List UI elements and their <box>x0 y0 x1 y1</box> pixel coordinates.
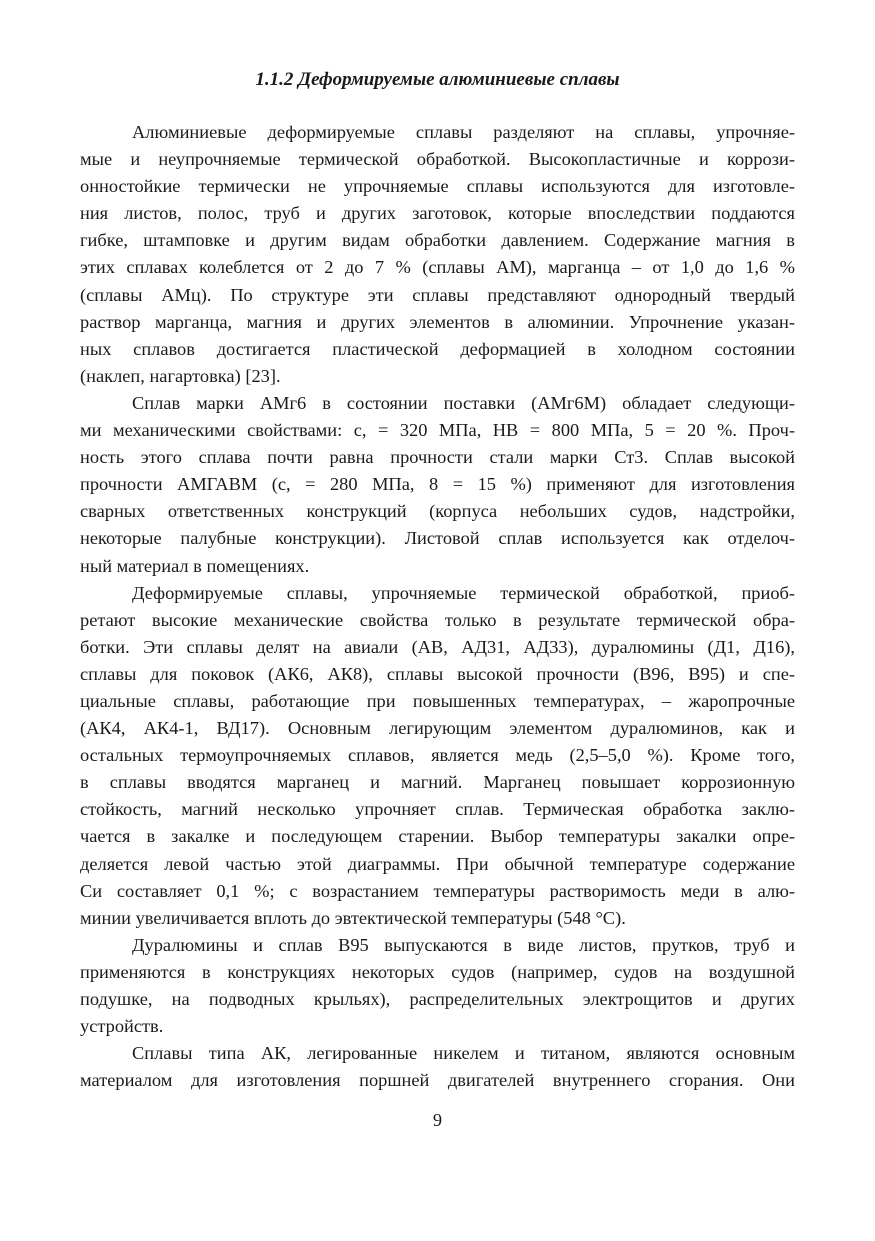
text-line: Деформируемые сплавы, упрочняемые термической обработкой, приоб- <box>132 582 795 603</box>
text-line: прочности АМГАВМ (с, = 280 МПа, 8 = 15 %) применяют для изготовления <box>80 474 795 495</box>
text-line: стойкость, магний несколько упрочняет сплав. Термическая обработка заклю- <box>80 799 795 820</box>
text-line: Алюминиевые деформируемые сплавы разделяют на сплавы, упрочняе- <box>132 122 795 142</box>
text-line: раствор марганца, магния и других элементов в алюминии. Упрочнение указан- <box>80 311 795 332</box>
text-line: ретают высокие механические свойства только в результате термической обра- <box>80 609 795 630</box>
text-line: циальные сплавы, работающие при повышенных температурах, – жаропрочные <box>80 690 795 711</box>
text-line: ботки. Эти сплавы делят на авиали (АВ, АД31, АД33), дуралюмины (Д1, Д16), <box>80 636 795 657</box>
text-line: Сплав марки АМг6 в состоянии поставки (АМг6М) обладает следующи- <box>132 392 795 413</box>
text-line: применяются в конструкциях некоторых судов (например, судов на воздушной <box>80 961 795 982</box>
text-line: гибке, штамповке и другим видам обработки давлением. Содержание магния в <box>80 230 795 251</box>
text-line: онностойкие термически не упрочняемые сплавы используются для изготовле- <box>80 176 795 197</box>
section-heading: 1.1.2 Деформируемые алюминиевые сплавы <box>255 69 620 90</box>
text-line: некоторые палубные конструкции). Листовой сплав используется как отделоч- <box>80 528 795 549</box>
paragraph <box>80 119 795 390</box>
text-line: деляется левой частью этой диаграммы. При обычной температуре содержание <box>80 853 795 874</box>
page-number: 9 <box>432 1110 443 1130</box>
text-line: остальных термоупрочняемых сплавов, является медь (2,5–5,0 %). Кроме того, <box>80 745 795 766</box>
text-line: сварных ответственных конструкций (корпуса небольших судов, надстройки, <box>80 501 795 522</box>
text-line: (наклеп, нагартовка) [23]. <box>80 365 281 386</box>
text-line: минии увеличивается вплоть до эвтектической температуры (548 °С). <box>80 907 626 928</box>
text-line: ность этого сплава почти равна прочности стали марки Ст3. Сплав высокой <box>80 447 795 468</box>
text-line: материалом для изготовления поршней двигателей внутреннего сгорания. Они <box>80 1070 795 1091</box>
text-line: мые и неупрочняемые термической обработкой. Высокопластичные и коррози- <box>80 149 795 170</box>
text-line: ми механическими свойствами: с, = 320 МПа, НВ = 800 МПа, 5 = 20 %. Проч- <box>80 420 795 441</box>
text-line: Дуралюмины и сплав В95 выпускаются в виде листов, прутков, труб и <box>132 934 795 955</box>
text-line: в сплавы вводятся марганец и магний. Марганец повышает коррозионную <box>80 772 795 793</box>
text-line: сплавы для поковок (АК6, АК8), сплавы высокой прочности (В96, В95) и спе- <box>80 663 795 684</box>
paragraph <box>80 932 795 1040</box>
paragraph <box>80 1040 795 1094</box>
text-line: устройств. <box>80 1016 164 1037</box>
text-line: подушке, на подводных крыльях), распределительных электрощитов и других <box>80 989 795 1009</box>
text-line: этих сплавах колеблется от 2 до 7 % (сплавы АМ), марганца – от 1,0 до 1,6 % <box>80 257 795 278</box>
text-line: ных сплавов достигается пластической деформацией в холодном состоянии <box>80 338 795 359</box>
body-text <box>80 119 795 1094</box>
text-line: чается в закалке и последующем старении. Выбор температуры закалки опре- <box>80 826 795 847</box>
text-line: (сплавы АМц). По структуре эти сплавы представляют однородный твердый <box>80 284 795 305</box>
text-line: ный материал в помещениях. <box>80 555 310 576</box>
text-line: Си составляет 0,1 %; с возрастанием температуры растворимость меди в алю- <box>80 880 795 901</box>
text-line: Сплавы типа АК, легированные никелем и титаном, являются основным <box>132 1043 795 1064</box>
paragraph <box>80 390 795 580</box>
paragraph <box>80 580 795 932</box>
text-line: (АК4, АК4-1, ВД17). Основным легирующим элементом дуралюминов, как и <box>80 718 795 739</box>
text-line: ния листов, полос, труб и других заготовок, которые впоследствии поддаются <box>80 203 795 224</box>
